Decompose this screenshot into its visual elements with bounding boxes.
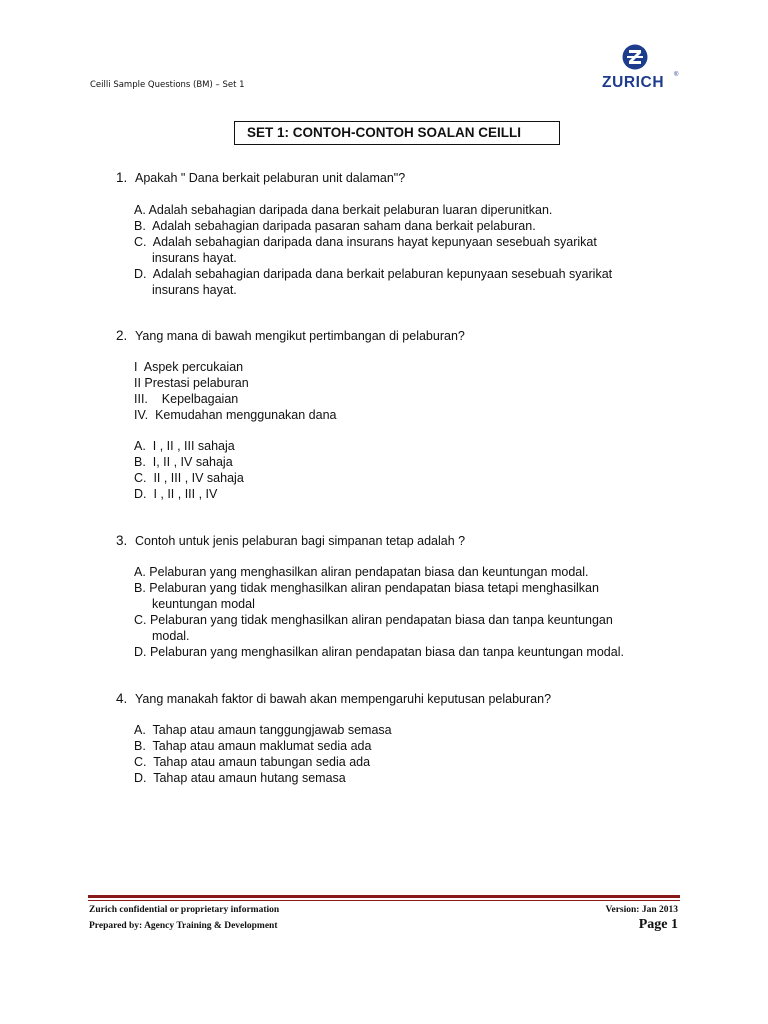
zurich-z-icon [622,44,648,70]
logo-wordmark: ZURICH [602,74,665,91]
answer-option-d-continued: insurans hayat. [152,283,237,297]
set-title: SET 1: CONTOH-CONTOH SOALAN CEILLI [234,121,560,145]
question-text: Contoh untuk jenis pelaburan bagi simpanan tetap adalah ? [135,534,466,548]
answer-option-c: C. II , III , IV sahaja [134,471,244,485]
answer-option-d: D. Tahap atau amaun hutang semasa [134,771,346,785]
answer-option-a: A. Tahap atau amaun tanggungjawab semasa [134,723,392,737]
page-number: Page 1 [638,917,678,932]
footer-divider-thin [88,900,680,901]
answer-option-b: B. Tahap atau amaun maklumat sedia ada [134,739,372,753]
zurich-logo [600,44,680,91]
statement-4: IV. Kemudahan menggunakan dana [134,408,337,422]
answer-option-a: A. I , II , III sahaja [134,439,235,453]
registered-mark: ® [674,72,679,78]
answer-option-d: D. Pelaburan yang menghasilkan aliran pendapatan biasa dan tanpa keuntungan modal. [134,645,624,659]
answer-option-b: B. Adalah sebahagian daripada pasaran saham dana berkait pelaburan. [134,219,536,233]
answer-option-b: B. Pelaburan yang tidak menghasilkan aliran pendapatan biasa tetapi menghasilkan [134,581,599,595]
statement-3: III. Kepelbagaian [134,392,239,406]
question-text: Apakah " Dana berkait pelaburan unit dalaman"? [135,171,406,185]
question-text: Yang manakah faktor di bawah akan mempengaruhi keputusan pelaburan? [135,692,552,706]
answer-option-c: C. Tahap atau amaun tabungan sedia ada [134,755,371,769]
answer-option-d: D. I , II , III , IV [134,487,218,501]
question-number: 2. [116,328,128,343]
answer-option-a: A. Adalah sebahagian daripada dana berkait pelaburan luaran diperunitkan. [134,203,553,217]
statement-1: I Aspek percukaian [134,360,244,374]
footer-version: Version: Jan 2013 [605,905,678,915]
answer-option-c-continued: modal. [152,629,190,643]
answer-option-b-continued: keuntungan modal [152,597,255,611]
question-number: 4. [116,691,128,706]
answer-option-c: C. Pelaburan yang tidak menghasilkan aliran pendapatan biasa dan tanpa keuntungan [134,613,613,627]
document-header-title: Ceilli Sample Questions (BM) – Set 1 [90,80,245,90]
answer-option-c: C. Adalah sebahagian daripada dana insurans hayat kepunyaan sesebuah syarikat [134,235,597,249]
answer-option-a: A. Pelaburan yang menghasilkan aliran pendapatan biasa dan keuntungan modal. [134,565,589,579]
question-number: 1. [116,170,128,185]
statement-2: II Prestasi pelaburan [134,376,249,390]
answer-option-b: B. I, II , IV sahaja [134,455,233,469]
footer-confidential: Zurich confidential or proprietary information [89,905,280,915]
footer-divider [88,895,680,898]
question-number: 3. [116,533,128,548]
answer-option-d: D. Adalah sebahagian daripada dana berkait pelaburan kepunyaan sesebuah syarikat [134,267,613,281]
answer-option-c-continued: insurans hayat. [152,251,237,265]
question-text: Yang mana di bawah mengikut pertimbangan di pelaburan? [135,329,465,343]
footer-prepared-by: Prepared by: Agency Training & Development [89,921,278,931]
